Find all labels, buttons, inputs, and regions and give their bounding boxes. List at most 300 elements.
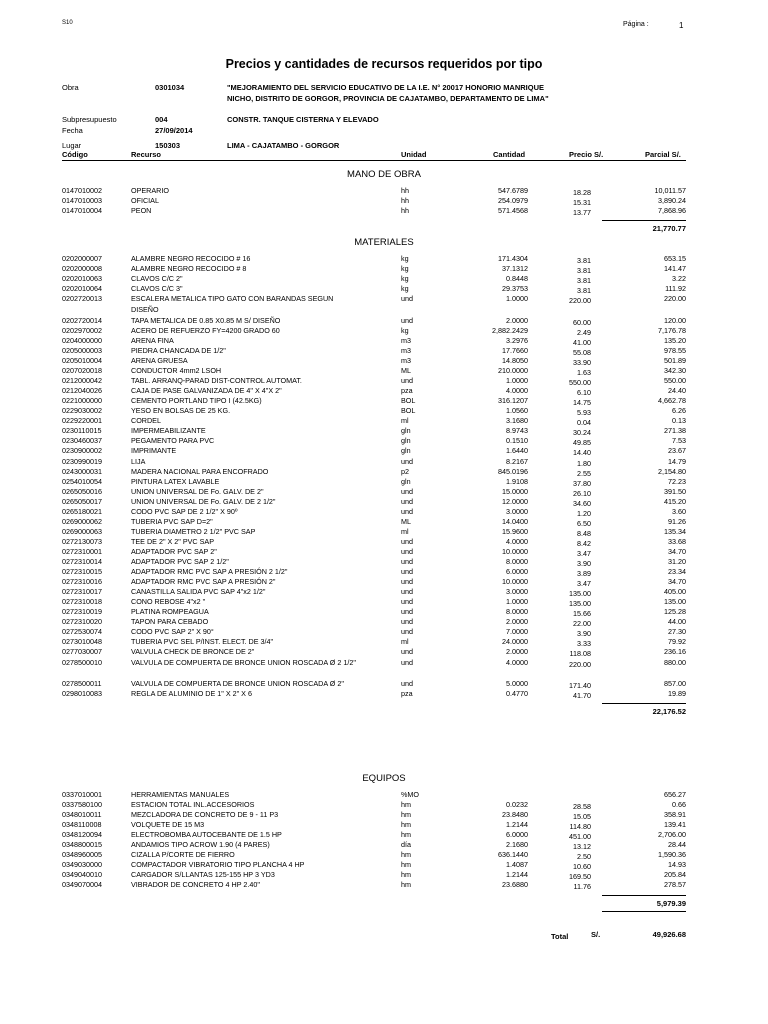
resource-code: 0348960005 [62,850,102,860]
total-value: 49,926.68 [652,930,686,939]
resource-name: VALVULA DE COMPUERTA DE BRONCE UNION ROSCADA Ø 2" [131,679,344,689]
resource-unit: und [401,617,413,627]
resource-code: 0349070004 [62,880,102,890]
resource-unit: hm [401,820,411,830]
table-row [62,386,686,396]
resource-quantity: 0.8448 [506,274,528,284]
resource-quantity: 6.0000 [506,830,528,840]
resource-code: 0265180021 [62,506,102,516]
resource-name: REGLA DE ALUMINIO DE 1" X 2" X 6 [131,689,252,699]
resource-unit: ml [401,416,409,426]
resource-unit: und [401,679,413,689]
resource-name: ESTACION TOTAL INL.ACCESORIOS [131,800,255,810]
resource-quantity: 1.0000 [506,597,528,607]
resource-unit: hm [401,850,411,860]
resource-price: 169.50 [569,872,591,882]
resource-unit: und [401,607,413,617]
resource-partial: 34.70 [668,577,686,587]
resource-partial: 4,662.78 [658,396,686,406]
table-row [62,880,686,890]
table-row [62,346,686,356]
resource-unit: m3 [401,335,411,345]
resource-name: YESO EN BOLSAS DE 25 KG. [131,406,231,416]
resource-unit: und [401,657,413,667]
table-row [62,376,686,386]
resource-price: 3.90 [577,629,591,639]
resource-price: 3.33 [577,639,591,649]
resource-unit: kg [401,325,409,335]
table-row [62,860,686,870]
resource-partial: 501.89 [664,356,686,365]
resource-quantity: 4.0000 [506,386,528,396]
fecha-value: 27/09/2014 [155,126,193,135]
resource-partial: 0.66 [672,800,686,810]
resource-quantity: 10.0000 [502,577,528,587]
resource-price: 3.89 [577,569,591,579]
resource-code: 0212040026 [62,386,102,396]
section-title: MATERIALES [354,237,414,248]
resource-name: TAPON PARA CEBADO [131,617,209,627]
resource-unit: ml [401,637,409,647]
resource-partial: 111.92 [665,284,686,294]
resource-code: 0265050017 [62,496,102,506]
resource-partial: 33.68 [668,536,686,546]
total-currency: S/. [591,930,601,939]
table-row [62,790,686,800]
resource-price: 34.60 [573,498,591,508]
resource-name: MEZCLADORA DE CONCRETO DE 9 - 11 P3 [131,810,279,820]
resource-code: 0230110015 [62,426,102,436]
resource-unit: und [401,456,413,466]
resource-unit: p2 [401,466,409,476]
section-title: EQUIPOS [362,773,406,784]
resource-name: OFICIAL [131,196,159,206]
resource-code: 0243000031 [62,466,102,476]
resource-quantity: 1.0560 [506,406,528,416]
subtotal-rule [602,895,686,896]
resource-unit: ML [401,516,411,526]
resource-partial: 27.30 [668,627,686,637]
resource-code: 0349030000 [62,860,102,870]
resource-partial: 342.30 [664,366,686,376]
resource-price: 114.80 [569,822,591,832]
resource-unit: hh [401,196,409,206]
resource-code: 0230460037 [62,436,102,446]
resource-code: 0229220001 [62,416,102,426]
resource-partial: 135.00 [664,597,686,607]
resource-price: 15.66 [573,609,591,619]
table-row [62,356,686,366]
resource-quantity: 4.0000 [506,657,528,667]
subtotal-rule [602,703,686,704]
resource-price: 22.00 [573,619,591,629]
resource-quantity: 3.1680 [506,416,528,426]
resource-partial: 135.20 [664,335,686,345]
table-row [62,487,686,497]
resource-name: ALAMBRE NEGRO RECOCIDO # 16 [131,254,251,263]
resource-unit: BOL [401,406,416,416]
resource-quantity: 3.0000 [506,587,528,597]
report-title: Precios y cantidades de recursos requeridos por tipo [225,57,543,71]
resource-price: 10.60 [573,862,591,872]
resource-name: ANDAMIOS TIPO ACROW 1.90 (4 PARES) [131,840,270,850]
resource-code: 0204000000 [62,335,102,345]
resource-name: PLATINA ROMPEAGUA [131,607,209,617]
resource-price: 37.80 [573,478,591,488]
resource-partial: 44.00 [668,617,686,627]
resource-name: IMPRIMANTE [131,446,177,456]
resource-price: 15.31 [573,198,591,208]
table-row [62,326,686,336]
resource-unit: m3 [401,345,411,355]
resource-unit: hm [401,870,411,880]
subpresupuesto-code: 004 [155,115,168,124]
resource-quantity: 316.1207 [498,396,528,406]
table-row [62,477,686,487]
table-row [62,567,686,577]
obra-label: Obra [62,83,79,92]
resource-partial: 391.50 [664,486,686,496]
resource-partial: 1,590.36 [658,850,686,860]
resource-code: 0269000062 [62,516,102,526]
resource-partial: 880.00 [664,657,686,667]
resource-name: MADERA NACIONAL PARA ENCOFRADO [131,466,269,476]
resource-code: 0147010003 [62,196,102,206]
table-row [62,830,686,840]
column-recurso: Recurso [131,150,162,159]
resource-partial: 23.34 [668,567,686,577]
resource-price: 3.81 [577,276,591,286]
table-row [62,254,686,264]
table-row [62,416,686,426]
resource-price: 49.85 [573,438,591,448]
resource-price: 451.00 [569,832,591,842]
resource-unit: und [401,536,413,546]
resource-name: CANASTILLA SALIDA PVC SAP 4"x2 1/2" [131,587,266,597]
resource-quantity: 1.2144 [506,870,528,880]
table-row [62,627,686,637]
resource-unit: ML [401,366,411,376]
resource-code: 0205010004 [62,356,102,365]
section-title: MANO DE OBRA [347,169,421,180]
resource-quantity: 2.0000 [506,617,528,627]
table-row [62,587,686,597]
resource-unit: gln [401,446,411,456]
resource-unit: hm [401,860,411,870]
resource-quantity: 1.0000 [506,376,528,386]
page-number: 1 [679,21,684,30]
resource-code: 0205000003 [62,345,102,355]
resource-unit: m3 [401,356,411,365]
resource-unit: und [401,315,413,325]
resource-partial: 656.27 [664,790,686,799]
resource-name: ADAPTADOR PVC SAP 2 1/2" [131,557,229,566]
resource-partial: 120.00 [664,315,686,325]
resource-quantity: 254.0979 [498,196,528,206]
resource-price: 135.00 [569,599,591,609]
resource-price: 11.76 [573,882,591,892]
resource-unit: gln [401,426,411,436]
resource-unit: kg [401,254,409,263]
resource-price: 3.81 [577,286,591,296]
lugar-label: Lugar [62,141,82,150]
resource-quantity: 2.1680 [506,840,528,850]
table-row [62,457,686,467]
resource-price: 30.24 [573,428,591,438]
resource-partial: 141.47 [664,264,686,274]
resource-quantity: 23.8480 [502,810,528,820]
table-row [62,294,686,314]
resource-unit: %MO [401,790,419,799]
resource-partial: 91.26 [668,516,686,526]
resource-partial: 139.41 [664,820,686,830]
resource-partial: 7,176.78 [658,325,686,335]
resource-price: 15.05 [573,812,591,822]
resource-price: 1.20 [577,508,591,518]
table-row [62,617,686,627]
resource-unit: ml [401,526,409,536]
resource-name: ESCALERA METALICA TIPO GATO CON BARANDAS SEGUN DISEÑO [131,294,334,314]
resource-name: TUBERIA DIAMETRO 2 1/2" PVC SAP [131,526,256,536]
resource-code: 0272310018 [62,597,102,607]
resource-partial: 125.28 [664,607,686,617]
resource-quantity: 3.2976 [506,335,528,345]
resource-code: 0202720014 [62,315,102,325]
resource-unit: und [401,577,413,587]
resource-price: 3.90 [577,559,591,568]
resource-quantity: 8.2167 [506,456,528,466]
resource-quantity: 23.6880 [502,880,528,890]
resource-code: 0254010054 [62,476,102,486]
resource-code: 0348010011 [62,810,102,820]
resource-quantity: 547.6789 [498,186,528,195]
resource-name: ADAPTADOR RMC PVC SAP A PRESIÓN 2 1/2" [131,567,288,577]
resource-name: ACERO DE REFUERZO FY=4200 GRADO 60 [131,325,280,335]
resource-price: 14.40 [573,448,591,458]
resource-code: 0202000008 [62,264,102,274]
resource-name: TABL. ARRANQ-PARAD DIST-CONTROL AUTOMAT. [131,376,302,386]
resource-code: 0298010083 [62,689,102,699]
fecha-label: Fecha [62,126,83,135]
resource-quantity: 2.0000 [506,647,528,657]
resource-code: 0207020018 [62,366,102,376]
table-row [62,840,686,850]
resource-quantity: 12.0000 [502,496,528,506]
resource-name: ARENA FINA [131,335,174,345]
resource-name: UNION UNIVERSAL DE Fo. GALV. DE 2" [131,486,264,496]
table-row [62,810,686,820]
resource-unit: und [401,546,413,556]
resource-partial: 415.20 [664,496,686,506]
table-row [62,274,686,284]
table-row [62,264,686,274]
resource-code: 0337580100 [62,800,102,810]
resource-price: 2.50 [577,852,591,862]
resource-quantity: 0.1510 [506,436,528,446]
resource-price: 171.40 [569,681,591,691]
table-row [62,186,686,196]
resource-name: ALAMBRE NEGRO RECOCIDO # 8 [131,264,247,274]
resource-partial: 2,154.80 [658,466,686,476]
resource-price: 60.00 [573,317,591,327]
table-row [62,800,686,810]
resource-price: 13.77 [573,208,591,218]
resource-name: ADAPTADOR PVC SAP 2" [131,546,217,556]
table-row [62,196,686,206]
resource-price: 2.55 [577,468,591,478]
resource-quantity: 8.9743 [506,426,528,436]
resource-name: CODO PVC SAP DE 2 1/2" X 90º [131,506,238,516]
column-precio: Precio S/. [569,150,604,159]
resource-unit: BOL [401,396,416,406]
resource-unit: día [401,840,411,850]
resource-code: 0202010064 [62,284,102,294]
resource-unit: und [401,597,413,607]
resource-price: 1.63 [577,368,591,378]
table-row [62,436,686,446]
table-row [62,426,686,436]
resource-code: 0272310017 [62,587,102,597]
resource-code: 0272310016 [62,577,102,587]
resource-price: 118.08 [569,649,591,659]
resource-quantity: 14.8050 [502,356,528,365]
resource-price: 6.10 [577,388,591,398]
resource-name: CIZALLA P/CORTE DE FIERRO [131,850,235,860]
resource-quantity: 5.0000 [506,679,528,689]
resource-unit: und [401,647,413,657]
resource-quantity: 2.0000 [506,315,528,325]
resource-partial: 34.70 [668,546,686,556]
resource-price: 13.12 [573,842,591,852]
resource-quantity: 2,882.2429 [492,325,528,335]
resource-unit: und [401,496,413,506]
resource-code: 0278500010 [62,657,102,667]
resource-unit: gln [401,476,411,486]
resource-code: 0348110008 [62,820,102,830]
resource-quantity: 3.0000 [506,506,528,516]
table-row [62,497,686,507]
resource-unit: hm [401,800,411,810]
table-row [62,284,686,294]
table-row [62,446,686,456]
resource-code: 0272310020 [62,617,102,627]
resource-code: 0272530074 [62,627,102,637]
resource-code: 0272310015 [62,567,102,577]
resource-code: 0229030002 [62,406,102,416]
resource-name: CONDUCTOR 4mm2 LSOH [131,366,222,376]
resource-quantity: 4.0000 [506,536,528,546]
resource-price: 8.42 [577,538,591,548]
table-row [62,577,686,587]
resource-code: 0272310014 [62,557,102,566]
resource-unit: und [401,376,413,386]
table-row [62,206,686,216]
resource-quantity: 29.3753 [502,284,528,294]
resource-unit: hm [401,880,411,890]
resource-unit: gln [401,436,411,446]
section-subtotal: 21,770.77 [652,224,686,234]
resource-name: TUBERIA PVC SAP D=2" [131,516,213,526]
resource-unit: hh [401,186,409,195]
resource-price: 41.70 [573,691,591,701]
resource-partial: 79.92 [668,637,686,647]
resource-partial: 14.93 [668,860,686,870]
table-row [62,647,686,657]
resource-name: ELECTROBOMBA AUTOCEBANTE DE 1.5 HP [131,830,282,840]
resource-code: 0147010004 [62,206,102,216]
resource-partial: 6.26 [672,406,686,416]
resource-code: 0212000042 [62,376,102,386]
resource-partial: 358.91 [664,810,686,820]
resource-price: 8.48 [577,528,591,538]
resource-quantity: 14.0400 [502,516,528,526]
total-rule [602,911,686,912]
resource-unit: und [401,587,413,597]
resource-price: 33.90 [573,358,591,367]
resource-code: 0265050016 [62,486,102,496]
resource-partial: 31.20 [668,557,686,566]
resource-unit: und [401,557,413,566]
resource-partial: 205.84 [664,870,686,880]
resource-quantity: 8.0000 [506,557,528,566]
resource-name: TAPA METALICA DE 0.85 X0.85 M S/ DISEÑO [131,315,281,325]
resource-partial: 7.53 [672,436,686,446]
table-row [62,658,686,668]
resource-quantity: 845.0196 [498,466,528,476]
table-row [62,689,686,699]
table-row [62,870,686,880]
resource-partial: 28.44 [668,840,686,850]
table-row [62,316,686,326]
table-row [62,557,686,567]
resource-code: 0349040010 [62,870,102,880]
table-row [62,336,686,346]
table-row [62,607,686,617]
resource-price: 18.28 [573,188,591,197]
resource-quantity: 24.0000 [502,637,528,647]
resource-quantity: 1.2144 [506,820,528,830]
resource-name: CLAVOS C/C 2" [131,274,183,284]
resource-partial: 220.00 [664,294,686,304]
resource-quantity: 1.6440 [506,446,528,456]
table-row [62,366,686,376]
resource-unit: pza [401,386,413,396]
resource-partial: 2,706.00 [658,830,686,840]
column-codigo: Código [62,150,88,159]
resource-name: HERRAMIENTAS MANUALES [131,790,230,799]
resource-quantity: 210.0000 [498,366,528,376]
resource-unit: hm [401,810,411,820]
column-parcial: Parcial S/. [645,150,681,159]
resource-quantity: 171.4304 [498,254,528,263]
table-row [62,637,686,647]
resource-unit: kg [401,284,409,294]
resource-code: 0272310019 [62,607,102,617]
resource-partial: 978.55 [664,345,686,355]
table-row [62,396,686,406]
resource-unit: kg [401,264,409,274]
resource-partial: 3.60 [672,506,686,516]
resource-name: CLAVOS C/C 3" [131,284,183,294]
lugar-description: LIMA - CAJATAMBO - GORGOR [227,141,340,150]
section-subtotal: 5,979.39 [656,898,686,908]
table-row [62,507,686,517]
resource-code: 0278500011 [62,679,102,689]
resource-name: CAJA DE PASE GALVANIZADA DE 4" X 4"X 2" [131,386,282,396]
resource-code: 0202720013 [62,294,102,304]
resource-partial: 278.57 [664,880,686,890]
resource-partial: 10,011.57 [654,186,686,195]
